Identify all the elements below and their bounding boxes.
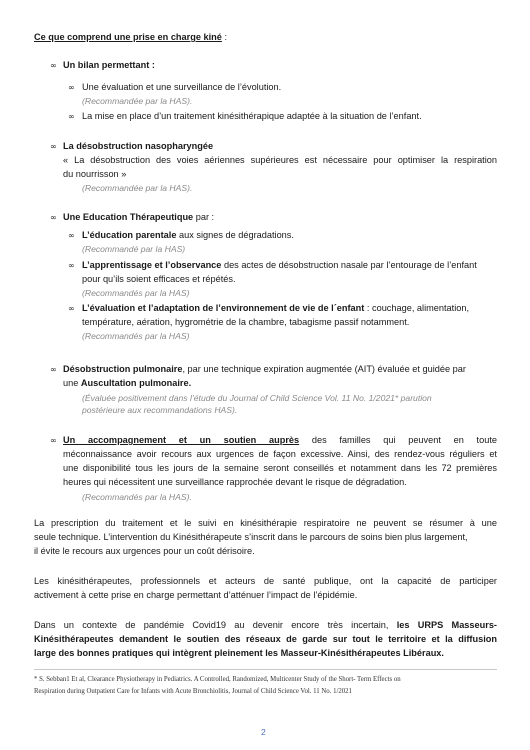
- bullet-icon: ∞: [50, 61, 57, 70]
- heading-suffix: :: [221, 32, 227, 42]
- footnote-divider: [34, 669, 497, 670]
- page-number: 2: [261, 727, 266, 737]
- accompagnement-note: (Recommandés par la HAS).: [82, 492, 192, 502]
- paragraph-line: La prescription du traitement et le suivi en kinésithérapie respiratoire ne peuvent se résumer à une: [34, 518, 497, 528]
- education-item-bold: L’évaluation et l’adaptation de l’environnement de vie de l´enfant: [82, 303, 365, 313]
- desob-note: (Recommandée par la HAS).: [82, 183, 193, 193]
- accompagnement-line: heures qui nécessitent une surveillance rapprochée devant le risque de dégradation.: [63, 477, 407, 487]
- education-item-note: (Recommandé par la HAS): [82, 244, 186, 254]
- education-item-note: (Recommandés par la HAS): [82, 331, 190, 341]
- education-title-suffix: par :: [193, 212, 215, 222]
- accompagnement-line: une disponibilité tous les jours de la semaine seront conseillés et notamment dans les 72 premières: [63, 463, 497, 473]
- paragraph-line: [34, 619, 497, 632]
- education-item-note: (Recommandés par la HAS): [82, 288, 190, 298]
- education-item: [82, 229, 294, 242]
- accompagnement-text: des familles qui peuvent en toute: [299, 435, 497, 445]
- paragraph-bold: les URPS Masseurs-: [396, 620, 497, 630]
- pulmonaire-note: (Évaluée positivement dans l’étude du Journal of Child Science Vol. 11 No. 1/2021* parution: [82, 393, 432, 403]
- bullet-icon: ∞: [50, 213, 57, 222]
- pulmonaire-line: [63, 377, 191, 390]
- education-item-text: des actes de désobstruction nasale par l’entourage de l’enfant: [221, 260, 477, 270]
- pulmonaire-line: [63, 363, 466, 376]
- desob-quote-line: du nourrisson »: [63, 169, 127, 179]
- bullet-icon: ∞: [50, 365, 57, 374]
- section-heading: [34, 31, 227, 44]
- pulmonaire-note: postérieure aux recommandations HAS).: [82, 405, 238, 415]
- bullet-icon: ∞: [50, 142, 57, 151]
- heading-text: Ce que comprend une prise en charge kiné: [34, 32, 222, 42]
- bullet-icon: ∞: [68, 261, 75, 270]
- education-title: [63, 211, 214, 224]
- accompagnement-bold: Un accompagnement et un soutien auprès: [63, 435, 300, 445]
- education-title-text: Une Education Thérapeutique: [63, 212, 194, 222]
- bilan-item: La mise en place d’un traitement kinésithérapique adaptée à la situation de l’enfant.: [82, 111, 422, 121]
- desob-quote-line: « La désobstruction des voies aériennes supérieures est nécessaire pour optimiser la respiration: [63, 155, 497, 165]
- pulmonaire-text: , par une technique expiration augmentée (AIT) évaluée et guidée par: [182, 364, 466, 374]
- paragraph-line: seule technique. L’intervention du Kinésithérapeute s’inscrit dans le parcours de soins bien plus largement,: [34, 532, 468, 542]
- education-item-text: : couchage, alimentation,: [364, 303, 470, 313]
- paragraph-bold-line: large des bonnes pratiques qui intègrent pleinement les Masseur-Kinésithérapeutes Libéraux.: [34, 648, 444, 658]
- education-item-line: pour qu’ils soient efficaces et répétés.: [82, 274, 236, 284]
- bilan-item-note: (Recommandée par la HAS).: [82, 96, 193, 106]
- desob-title: La désobstruction nasopharyngée: [63, 141, 214, 151]
- bullet-icon: ∞: [68, 112, 75, 121]
- footnote-line: * S. Sebban1 Et al, Clearance Physiotherapy in Pediatrics. A Controlled, Randomized, Multicenter Study of the Short- Term Effects on: [34, 676, 401, 683]
- paragraph-line: il évite le recours aux urgences pour un coût dérisoire.: [34, 546, 255, 556]
- education-item-bold: L’apprentissage et l’observance: [82, 260, 222, 270]
- bullet-icon: ∞: [68, 304, 75, 313]
- paragraph-text: Dans un contexte de pandémie Covid19 au devenir encore très incertain,: [34, 620, 397, 630]
- bullet-icon: ∞: [68, 83, 75, 92]
- bullet-icon: ∞: [68, 231, 75, 240]
- paragraph-line: Les kinésithérapeutes, professionnels et acteurs de santé publique, ont la capacité de participer: [34, 576, 497, 586]
- pulmonaire-bold: Désobstruction pulmonaire: [63, 364, 183, 374]
- accompagnement-line: [63, 434, 497, 447]
- paragraph-bold-line: Kinésithérapeutes demandent le soutien des réseaux de garde sur tout le territoire et la diffusion: [34, 634, 497, 644]
- education-item-line: température, aération, hygrométrie de la chambre, tabagisme passif notamment.: [82, 317, 410, 327]
- education-item-bold: L’éducation parentale: [82, 230, 177, 240]
- footnote-line: Respiration during Outpatient Care for Infants with Acute Bronchiolitis, Journal of Child Science Vol. 11 No. 1/2021: [34, 688, 352, 695]
- paragraph-line: activement à cette prise en charge permettant d’atténuer l’impact de l’épidémie.: [34, 590, 358, 600]
- accompagnement-line: méconnaissance avoir recours aux urgences de façon excessive. Ainsi, des rendez-vous réguliers et: [63, 449, 497, 459]
- bilan-title: Un bilan permettant :: [63, 60, 155, 70]
- education-item: [82, 259, 477, 272]
- auscultation-bold: Auscultation pulmonaire.: [80, 378, 192, 388]
- education-item: [82, 302, 469, 315]
- education-item-text: aux signes de dégradations.: [176, 230, 294, 240]
- pulmonaire-prefix: une: [63, 378, 81, 388]
- bullet-icon: ∞: [50, 436, 57, 445]
- bilan-item: Une évaluation et une surveillance de l’évolution.: [82, 82, 282, 92]
